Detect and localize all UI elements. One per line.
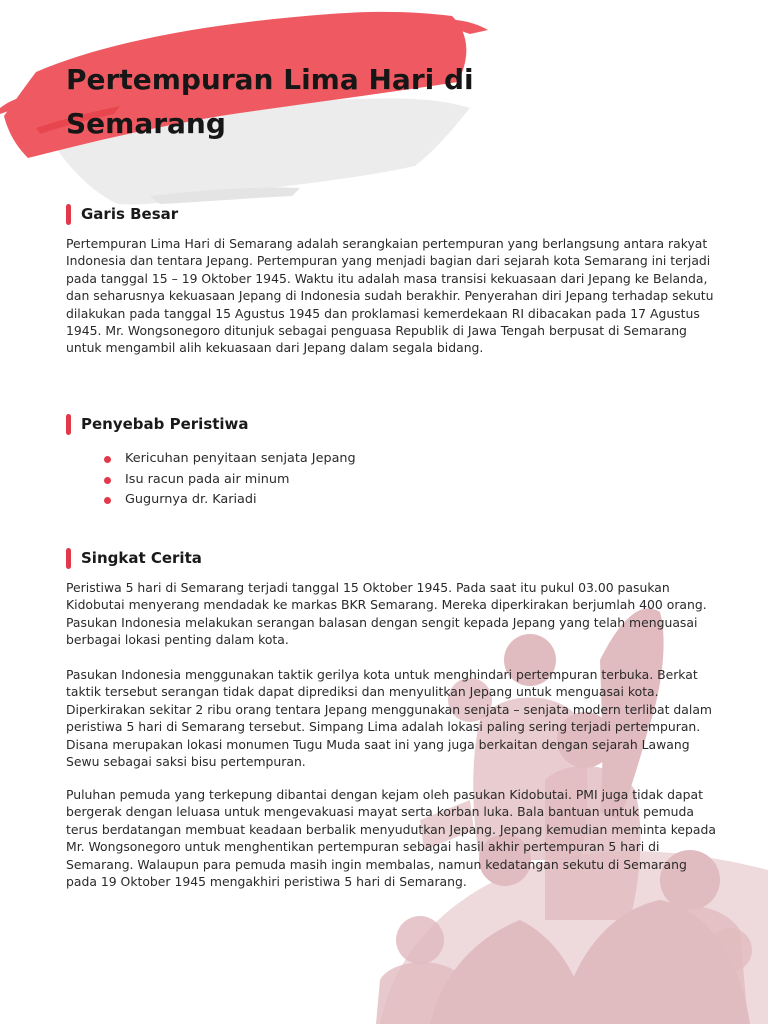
heading-accent-bar	[66, 414, 71, 435]
section-heading-singkat-cerita	[66, 547, 202, 569]
section-heading-penyebab-peristiwa	[66, 413, 249, 435]
heading-label: Garis Besar	[81, 205, 179, 223]
singkat-cerita-paragraph-1: Peristiwa 5 hari di Semarang terjadi tanggal 15 Oktober 1945. Pada saat itu pukul 03.00 pasukan Kidobutai menyerang mendadak ke markas BKR Semarang. Mereka diperkirakan berjumlah 400 orang. Pasukan Indonesia melakukan serangan balasan dengan sengit kepada Jepang yang telah menguasai berbagai lokasi penting dalam kota.	[66, 580, 707, 648]
list-item	[104, 490, 356, 511]
singkat-cerita-paragraph-3: Puluhan pemuda yang terkepung dibantai dengan kejam oleh pasukan Kidobutai. PMI juga tidak dapat bergerak dengan leluasa untuk mengevakuasi mayat serta korban luka. Bala bantuan untuk pemuda terus berdatangan membuat keadaan berbalik menyudutkan Jepang. Jepang kemudian meminta kepada Mr. Wongsonegoro untuk menghentikan pertempuran sebagai hasil akhir pertempuran 5 hari di Semarang. Walaupun para pemuda masih ingin membalas, namun kedatangan sekutu di Semarang pada 19 Oktober 1945 mengakhiri peristiwa 5 hari di Semarang.	[66, 787, 716, 890]
bullet-dot-icon	[104, 477, 111, 484]
heading-accent-bar	[66, 548, 71, 569]
heading-accent-bar	[66, 204, 71, 225]
bullet-dot-icon	[104, 497, 111, 504]
section-heading-garis-besar	[66, 203, 178, 225]
page-title: Pertempuran Lima Hari di Semarang	[66, 63, 474, 140]
list-item-text: Kericuhan penyitaan senjata Jepang	[125, 451, 356, 466]
list-item-text: Isu racun pada air minum	[125, 471, 290, 487]
singkat-cerita-paragraph-2: Pasukan Indonesia menggunakan taktik gerilya kota untuk menghindari pertempuran terbuka. Berkat taktik tersebut serangan tidak dapat diprediksi dan menyulitkan Jepang untuk menguasai kota. Diperkirakan sekitar 2 ribu orang tentara Jepang menggunakan senjata – senjata modern terlibat dalam peristiwa 5 hari di Semarang tersebut. Simpang Lima adalah lokasi paling sering terjadi pertempuran. Disana merupakan lokasi monumen Tugu Muda saat ini yang juga berkaitan dengan sejarah Lawang Sewu sebagai saksi bisu pertempuran.	[66, 667, 712, 770]
list-item-text: Gugurnya dr. Kariadi	[125, 492, 257, 507]
list-item	[104, 449, 356, 470]
bullet-dot-icon	[104, 456, 111, 463]
heading-label: Singkat Cerita	[81, 549, 202, 567]
cause-list	[104, 449, 356, 511]
garis-besar-paragraph: Pertempuran Lima Hari di Semarang adalah serangkaian pertempuran yang berlangsung antara rakyat Indonesia dan tentara Jepang. Pertempuran yang menjadi bagian dari sejarah kota Semarang ini terjadi pada tanggal 15 – 19 Oktober 1945. Waktu itu adalah masa transisi kekuasaan dari Jepang ke Belanda, dan seharusnya kekuasaan Jepang di Indonesia sudah berakhir. Penyerahan diri Jepang terhadap sekutu dilakukan pada tanggal 15 Agustus 1945 dan proklamasi kemerdekaan RI dibacakan pada 17 Agustus 1945. Mr. Wongsonegoro ditunjuk sebagai penguasa Republik di Jawa Tengah berpusat di Semarang untuk mengambil alih kekuasaan dari Jepang dalam segala bidang.	[66, 236, 714, 356]
heading-label: Penyebab Peristiwa	[81, 415, 249, 433]
list-item	[104, 470, 356, 491]
